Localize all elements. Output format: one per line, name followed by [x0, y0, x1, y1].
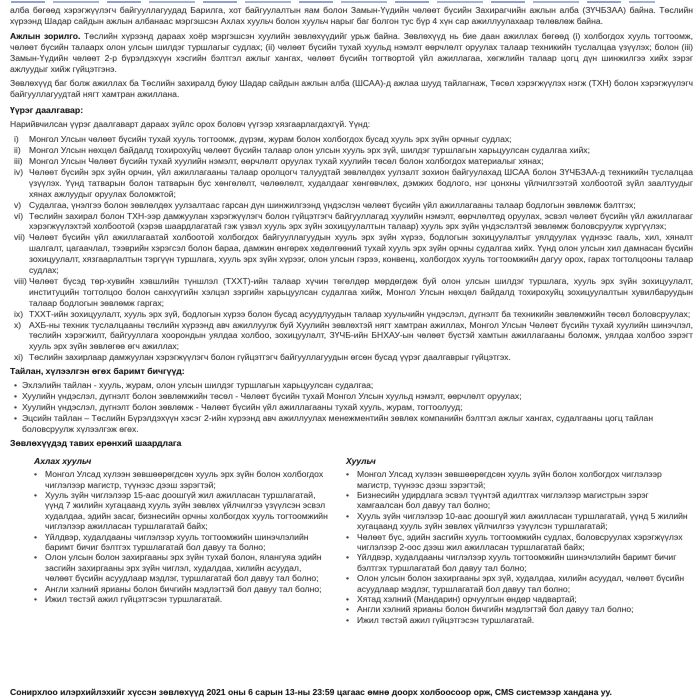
- requirement-item: [34, 584, 330, 594]
- deliverables-heading: Тайлан, хүлээлгэн өгөх баримт бичгүүд:: [10, 366, 185, 377]
- bullet-icon: •: [34, 594, 38, 604]
- requirement-item: [34, 532, 330, 553]
- duty-item-text: Монгол Улсын чөлөөт бүсийн тухай хууль тогтоомж, дүрэм, журам болон холбогдох бусад хууль эрх зүйн орчныг судлах;: [29, 134, 512, 145]
- duty-item: [10, 167, 693, 200]
- duty-item-text: Чөлөөт бүсийн эрх зүйн орчин, үйл ажиллагааны талаар оролцогч талуудтай зөвлөлдөх уулзалт зохион байгуулахад ШСАА болон ЗҮЧБЗАА-д техникийн туслалцаа үзүүлэх. Үүнд татварын болон татварын бус хөнгөлөлт, чөлөөлөлт, худалдааг хөнгөвчлөх, дэмжих бодлого, нэг цонхны үйлчилгээтэй холбоотой зүйл заалтуудыг хянах ажлуудыг оруулах боломжтой;: [29, 166, 693, 199]
- bullet-icon: •: [34, 489, 38, 500]
- deliverables-list: [10, 380, 693, 435]
- requirement-item: [346, 552, 693, 573]
- duty-item-number: ix): [14, 308, 24, 319]
- duty-item-text: Төслийн захирал болон ТХН-ээр дамжуулан хэрэгжүүлэгч болон гүйцэтгэгч байгууллагад хуулийн нэмэлт, өөрчлөлтөд оруулах, эсвэл чөлөөт бүсийн үйл ажиллагааг хэрэгжүүлэхтэй холбоотой (хэрэв шаардлагатай гэж үзвэл хууль эрх зүйн зохицуулалтын талаар) хууль эрх зүйн үндэслэлтэй зөвлөмж боловсруулж хүргүүлэх;: [29, 210, 693, 232]
- bullet-icon: •: [34, 469, 38, 480]
- bullet-icon: •: [346, 614, 350, 625]
- duty-item-text: Төслийн захирлаар дамжуулан хэрэгжүүлэгч болон гүйцэтгэгч байгууллагуудын өгсөн бусад үүрэг даалгаврыг гүйцэтгэх.: [29, 352, 511, 363]
- requirement-item-text: Үйлдвэр, худалдааны чиглэлээр хууль тогтоомжийн шинэчлэлийн баримт бичиг бэлтгэх туршлагатай бол давуу та болно;: [45, 531, 309, 552]
- duty-item-text: Монгол Улсын нөхцөл байдалд тохирохуйц чөлөөт бүсийн талаар олон улсын хууль эрх зүй, шилдэг туршлагын харьцуулсан судалгаа хийх;: [29, 145, 590, 156]
- requirement-item: [346, 604, 693, 614]
- requirement-item-text: Монгол Улсад хүлээн зөвшөөрөгдсөн хууль зүйн болон холбогдох чиглэлээр магистр, түүнээс дээш зэрэгтэй;: [357, 469, 662, 490]
- bullet-icon: •: [346, 510, 350, 521]
- duty-item-number: vi): [14, 210, 24, 221]
- deliverable-item: [10, 402, 693, 413]
- bullet-icon: •: [346, 531, 350, 542]
- duty-item-text: АХБ-ны техник туслалцааны төслийн хүрээнд авч ажиллуулж буй Хуулийн зөвлөхтэй нягт хамтран ажиллах, Монгол Улсын Чөлөөт бүсийн тухай хуулийн шинэчлэл, төслийн хэрэгжилт, байгууллага хоорондын уялдаа холбоо, зохицуулалт, ЗҮЧБ-ийн БНХАУ-ын чөлөөт бүстэй хамтын ажиллагааны боломж, уялдаа холбоо зэрэгт хууль эрх зүйн зөвлөгөө өгч ажиллах;: [29, 319, 693, 352]
- deliverable-item: [10, 380, 693, 391]
- bullet-icon: •: [14, 402, 18, 412]
- requirement-item-text: Үйлдвэр, худалдааны чиглэлээр хууль тогтоомжийн шинэчлэлийн баримт бичиг бэлтгэх туршлагатай бол давуу тал болно;: [357, 552, 677, 573]
- deliverable-item-text: Эхлэлийн тайлан - хууль, журам, олон улсын шилдэг туршлагын харьцуулсан судалгаа;: [22, 380, 374, 391]
- senior-lawyer-requirements-list: [34, 469, 330, 604]
- work-purpose-lead: Ажлын зорилго.: [10, 30, 85, 41]
- duty-item: [10, 309, 693, 320]
- bullet-icon: •: [346, 573, 350, 584]
- requirement-item-text: Хууль зүйн чиглэлээр 10-аас доошгүй жил ажилласан туршлагатай, үүнд 5 жилийн хугацаанд хууль зүйн зөвлөх үйлчилгээ үзүүлсэн туршлагатай;: [357, 510, 688, 532]
- duty-item-number: viii): [14, 275, 27, 286]
- duty-item: [10, 232, 693, 276]
- lawyer-requirements-list: [346, 469, 693, 625]
- bullet-icon: •: [346, 469, 350, 480]
- intro-paragraph-1: алба бөгөөд хэрэгжүүлэгч байгууллагуудад Барилга, хот байгуулалтын яам болон Замын-Үүдийн чөлөөт бүсийн Захирагчийн ажлын алба (ЗҮЧБЗАА) байна. Төслийн хүрээнд Шадар сайдын ажлын албанаас мэргэшсэн Ахлах хуульч болон хуульч нарыг баг болгон тус бүр 4 хүн сар ажиллуулахаар төлөвлөж байна.: [10, 5, 693, 26]
- duty-item-number: ii): [14, 145, 21, 156]
- duty-item-number: v): [14, 199, 22, 210]
- requirement-item: [346, 594, 693, 604]
- duty-item: [10, 200, 693, 211]
- lawyer-column: [346, 452, 693, 628]
- duty-item-number: x): [14, 319, 22, 330]
- duties-list: [10, 134, 693, 363]
- bullet-icon: •: [34, 552, 38, 563]
- bullet-icon: •: [34, 531, 38, 542]
- duty-item-number: i): [14, 134, 19, 145]
- requirement-item-text: Англи хэлний ярианы болон бичгийн мэдлэгтэй бол давуу тал болно;: [357, 604, 634, 615]
- bullet-icon: •: [14, 391, 18, 402]
- requirement-item: [346, 573, 693, 594]
- senior-lawyer-title: Ахлах хуульч: [34, 455, 92, 466]
- requirement-item-text: Олон улсын болон захиргааны эрх зүй, худалдаа, хилийн асуудал, чөлөөт бүсийн асуудлаар мэдлэг, туршлагатай бол давуу тал болно;: [357, 573, 685, 594]
- duty-item: [10, 211, 693, 233]
- requirement-item-text: Чөлөөт бүс, эдийн засгийн хууль тогтоомжийн судлах, боловсруулах хэрэгжүүлэх чиглэлээр 2-оос дээш жил ажилласан туршлагатай байх;: [357, 531, 683, 552]
- duty-item-number: vii): [14, 232, 25, 243]
- duty-item: [10, 352, 693, 363]
- duty-item: [10, 134, 693, 145]
- requirements-columns: [10, 452, 693, 628]
- application-deadline-note: Сонирхлоо илэрхийлэхийг хүссэн зөвлөхүүд 2021 оны 6 сарын 13-ны 23:59 цагаас өмнө доорх холбоосоор орж, CMS системээр хандана уу.: [10, 687, 612, 697]
- duty-item: [10, 276, 693, 309]
- requirement-item: [346, 532, 693, 553]
- requirement-item-text: Хятад хэлний (Мандарин) орчуулгын өндөр чадвартай;: [357, 594, 577, 604]
- requirement-item-text: Ижил төстэй ажил гүйцэтгэсэн туршлагатай.: [45, 594, 223, 604]
- lawyer-title: Хуульч: [346, 455, 376, 466]
- requirement-item: [346, 511, 693, 532]
- bullet-icon: •: [14, 412, 18, 423]
- duty-item: [10, 320, 693, 353]
- bullet-icon: •: [346, 604, 350, 615]
- bullet-icon: •: [14, 380, 18, 391]
- deliverable-item-text: Эцсийн тайлан – Төслийн Бүрэлдэхүүн хэсэг 2-ийн хүрээнд авч ажиллуулах менежментийн зөвлөх компанийн бэлтгэл ажлыг хангах, судалгааны цогц тайлан боловсруулж хүлээлгэж өгөх.: [22, 412, 654, 434]
- senior-lawyer-column: [34, 452, 330, 628]
- requirement-item-text: Олон улсын болон захиргааны эрх зүйн тухай болон, ялангуяа эдийн засгийн захиргааны эрх зүйн чиглэл, худалдаа, хилийн асуудал, чөлөөт бүсийн асуудлаар мэдлэг, туршлагатай бол давуу тал болно;: [45, 552, 322, 584]
- deliverable-item: [10, 391, 693, 402]
- duty-item: [10, 145, 693, 156]
- requirement-item: [34, 594, 330, 604]
- clipped-link[interactable]: [11, 1, 655, 3]
- duty-item-text: Чөлөөт бүсийн үйл ажиллагаатай холбоотой холбогдох байгууллагуудын хууль эрх зүйн хүрээ, бодлогын зохицуулалтыг уялдуулах үүднээс гааль, хил, хяналт шалгалт, цагаачлал, тээврийн хэрэгсэл болон бараа, дамжин өнгөрөх хөдөлгөөний тухай хууль эрх зүйн орчны судалгаа хийх. Үүнд олон улсын хил дамнасан бүсийн зохицуулалт, хязгаарлалтын тэргүүн туршлага, хууль эрх зүйн хүрээг, олон улсын гэрээ, конвенц, холбогдох хууль тогтоомжийн дагуу орох, гарах тогтолцооны талаар судлах;: [29, 232, 693, 276]
- duty-item-text: ТХХТ-ийн зохицуулалт, хууль эрх зүй, бодлогын хүрээ болон бусад асуудлуудын талаар хуульчийн үндэслэл, дүгнэлт ба техникийн зөвлөмжийн төсөл боловсруулах;: [29, 308, 691, 319]
- requirement-item: [34, 552, 330, 583]
- requirement-item: [346, 490, 693, 511]
- bullet-icon: •: [346, 552, 350, 563]
- requirement-item: [34, 490, 330, 532]
- requirement-item-text: Англи хэлний ярианы болон бичгийн мэдлэгтэй бол давуу тал болно;: [45, 583, 322, 594]
- duty-item-number: xi): [14, 352, 24, 363]
- requirement-item: [34, 469, 330, 490]
- requirement-item-text: Хууль зүйн чиглэлээр 15-аас доошгүй жил ажилласан туршлагатай, үүнд 7 жилийн хугацаанд хууль зүйн зөвлөх үйлчилгээ үзүүлсэн эсвэл худалдаа, эдийн засаг, бизнесийн орчны холбогдох хууль тогтоомжийн чиглэлээр ажилласан туршлагатай байх;: [45, 489, 328, 532]
- duty-item-text: Монгол Улсын Чөлөөт бүсийн тухай хуулийн нэмэлт, өөрчлөлт оруулах тухай хуулийн төсөл болон холбогдох материалыг хянах;: [29, 155, 544, 166]
- work-purpose-text: Төслийн хүрээнд дараах хоёр мэргэшсэн хуулийн зөвлөхүүдийг урьж байна. Зөвлөхүүд нь бие даан ажиллах бөгөөд (i) холбогдох хууль тогтоомж, чөлөөт бүсийн талаарх олон улсын шилдэг туршлагыг судлах; (ii) чөлөөт бүсийн тухай хуульд нэмэлт өөрчлөлт оруулах талаар техникийн туслалцаа үзүүлэх; болон (iii) Замын-Үүдийн чөлөөт 2-р бүрэлдэхүүн хэсгийн бэлтгэл ажлыг хангах, чөлөөт бүсийн тогтвортой үйл ажиллагаа, хөгжлийн талаар цогц дүн шинжилгээ хийх зэрэг ажлуудыг хийж гүйцэтгэнэ.: [10, 30, 693, 74]
- requirement-item-text: Бизнесийн удирдлага эсвэл түүнтэй адилтгах чиглэлээр магистрын зэрэг хамгаалсан бол давуу тал болно;: [357, 489, 649, 511]
- duty-item-number: iv): [14, 166, 24, 177]
- duty-item-number: iii): [14, 155, 23, 166]
- bullet-icon: •: [346, 594, 350, 604]
- duty-item: [10, 156, 693, 167]
- duties-intro: Нарийвчилсан үүрэг даалгаварт дараах зүйлс орох боловч үүгээр хязгаарлагдахгүй. Үүнд:: [10, 119, 371, 130]
- requirement-item: [346, 469, 693, 490]
- duty-item-text: Судалгаа, үнэлгээ болон зөвлөлдөх уулзалтаас гарсан дүн шинжилгээнд үндэслэн чөлөөт бүсийн үйл ажиллагааны талаар бодлогын зөвлөмж бэлтгэх;: [29, 199, 636, 210]
- requirements-heading: Зөвлөхүүдэд тавих ерөнхий шаардлага: [10, 437, 182, 448]
- requirement-item: [346, 615, 693, 625]
- intro-paragraph-2: [10, 31, 693, 75]
- requirement-item-text: Ижил төстэй ажил гүйцэтгэсэн туршлагатай.: [357, 614, 535, 625]
- requirement-item-text: Монгол Улсад хүлээн зөвшөөрөгдсөн хууль эрх зүйн болон холбогдох чиглэлээр магистр, түүнээс дээш зэрэгтэй;: [45, 469, 324, 490]
- bullet-icon: •: [346, 489, 350, 500]
- duty-item-text: Чөлөөт бүсэд төр-хувийн хэвшлийн түншлэл (ТХХТ)-ийн талаар хүчин төгөлдөр мөрдөгдөж буй олон улсын шилдэг туршлага, хууль эрх зүйн зохицуулалт, институцийн тогтолцоо болон санхүүгийн хэлцэл зэргийн харьцуулсан судалгаа хийж, Монгол Улсын нөхцөл байдалд тохирохуйц зохицуулалтын хувилбаруудын талаар бодлогын зөвлөмж гаргах;: [29, 275, 693, 308]
- deliverable-item: [10, 413, 693, 435]
- duties-heading: Үүрэг даалгавар:: [10, 105, 84, 116]
- bullet-icon: •: [34, 583, 38, 594]
- deliverable-item-text: Хуулийн үндэслэл, дүгнэлт болон зөвлөмжийн төсөл - Чөлөөт бүсийн тухай Монгол Улсын хуульд нэмэлт, өөрчлөлт оруулах;: [22, 391, 522, 402]
- deliverable-item-text: Хуулийн үндэслэл, дүгнэлт болон зөвлөмж - Чөлөөт бүсийн үйл ажиллагааны тухай хууль, журам, тогтоолууд;: [22, 402, 463, 412]
- intro-paragraph-3: Зөвлөхүүд баг болж ажиллах ба Төслийн захиралд буюу Шадар сайдын ажлын алба (ШСАА)-д ажлаа шууд тайлагнаж, Төсөл хэрэгжүүлэх нэгж (ТХН) болон хэрэгжүүлэгч байгууллагуудтай нягт хамтран ажиллана.: [10, 78, 693, 100]
